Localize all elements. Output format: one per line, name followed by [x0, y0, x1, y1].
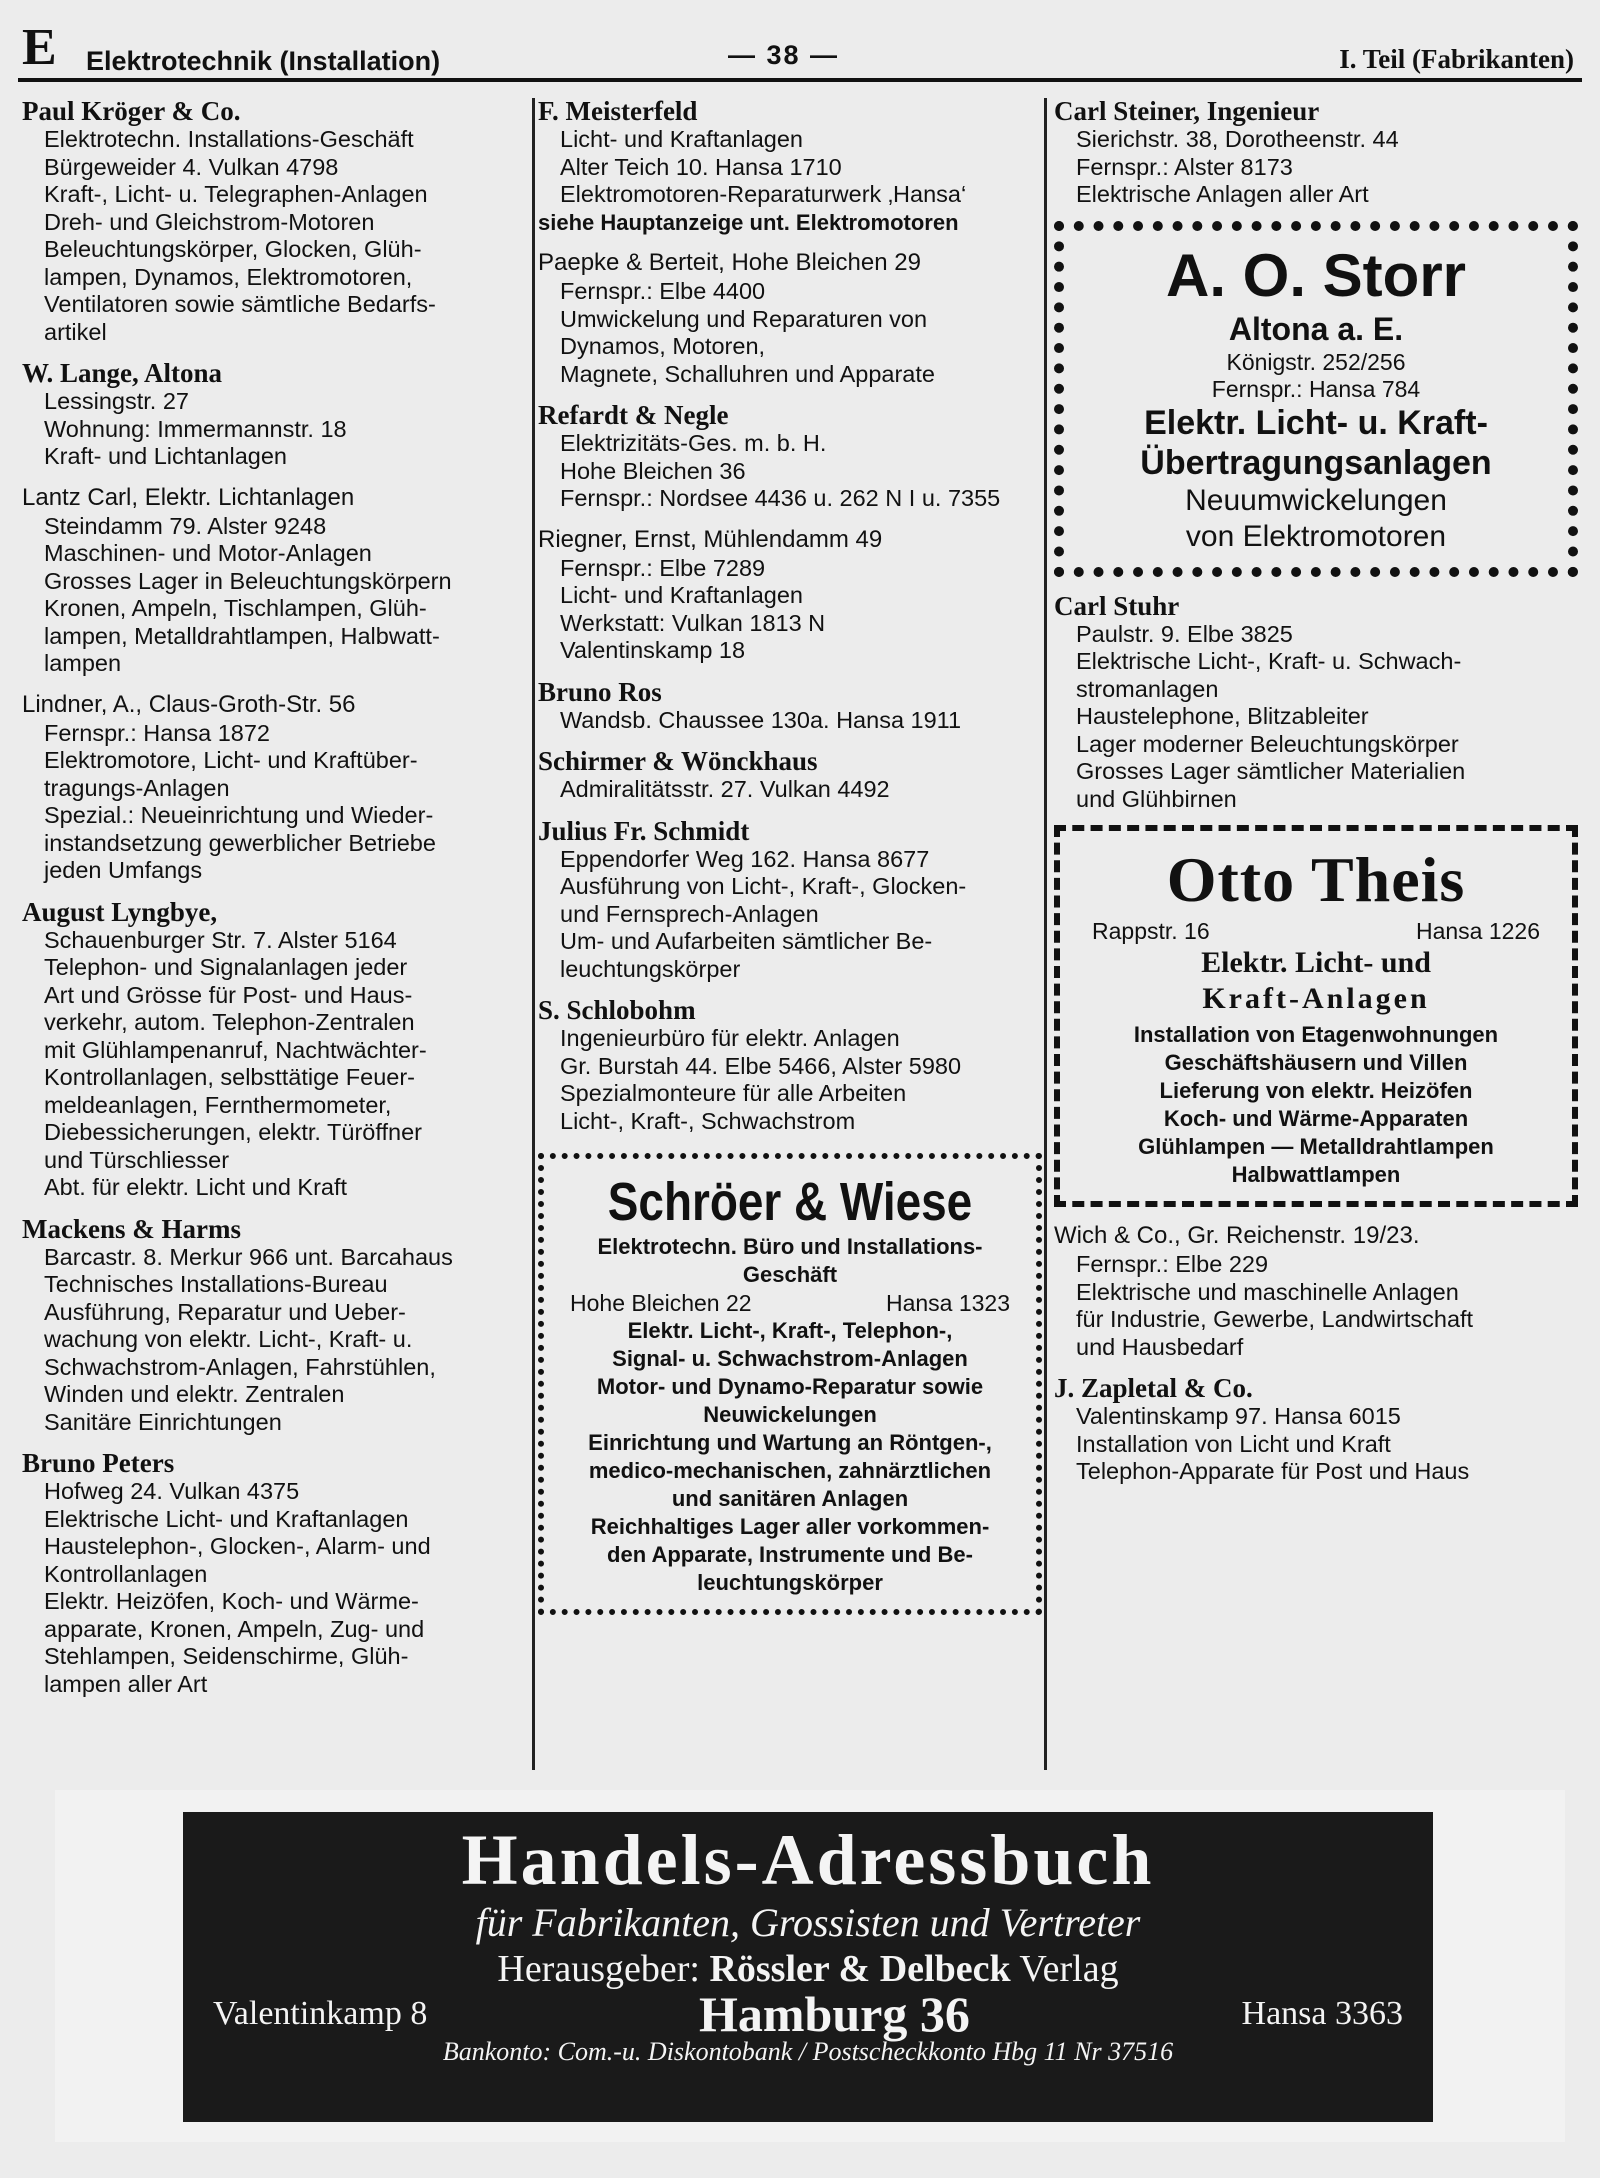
entry-line: apparate, Kronen, Ampeln, Zug- und — [44, 1615, 425, 1642]
entry-line: Bürgeweider 4. Vulkan 4798 — [44, 153, 339, 180]
banner-panel — [183, 1812, 1433, 2122]
entry-line: Kontrollanlagen — [44, 1560, 208, 1587]
entry-name: F. Meisterfeld — [538, 96, 698, 126]
entry-line: Installation von Licht und Kraft — [1076, 1430, 1391, 1457]
entry-name: Lantz Carl, Elektr. Lichtanlagen — [22, 483, 355, 511]
advertisement-otto-theis — [1054, 825, 1578, 1207]
entry-line: Elektrische Licht-, Kraft- u. Schwach- — [1076, 648, 1462, 674]
column-2 — [538, 96, 1042, 1629]
entry-line: Kraft-, Licht- u. Telegraphen-Anlagen — [44, 181, 428, 207]
ad-line: Einrichtung und Wartung an Röntgen-, — [588, 1430, 992, 1455]
entry-line: Barcastr. 8. Merkur 966 unt. Barcahaus — [44, 1243, 453, 1270]
ad-line: Geschäftshäusern und Villen — [1164, 1050, 1468, 1075]
ad-line: Signal- u. Schwachstrom-Anlagen — [612, 1346, 968, 1371]
entry-name: Carl Steiner, Ingenieur — [1054, 96, 1320, 126]
directory-entry — [538, 746, 1042, 804]
directory-entry — [538, 677, 1042, 735]
entry-line: Steindamm 79. Alster 9248 — [44, 512, 327, 539]
entry-line: Fernspr.: Hansa 1872 — [44, 719, 270, 746]
banner-subtitle: für Fabrikanten, Grossisten und Vertreter — [475, 1900, 1141, 1945]
directory-entry — [1054, 591, 1578, 814]
banner-title: Handels-Adressbuch — [461, 1820, 1155, 1900]
entry-line: Grosses Lager in Beleuchtungskörpern — [44, 567, 452, 594]
entry-line: Ventilatoren sowie sämtliche Bedarfs- — [44, 291, 436, 317]
entry-lines — [1054, 126, 1578, 209]
entry-line: Ingenieurbüro für elektr. Anlagen — [560, 1025, 900, 1051]
entry-line: Sierichstr. 38, Dorotheenstr. 44 — [1076, 126, 1399, 152]
entry-line: Winden und elektr. Zentralen — [44, 1381, 345, 1407]
ad-line: Kraft-Anlagen — [1202, 982, 1430, 1015]
ad-address: Königstr. 252/256 — [1226, 348, 1406, 375]
entry-line: Wohnung: Immermannstr. 18 — [44, 415, 347, 442]
banner-bank: Bankonto: Com.-u. Diskontobank / Postscheckkonto Hbg 11 Nr 37516 — [442, 2037, 1174, 2066]
part-title: I. Teil (Fabrikanten) — [1339, 44, 1574, 74]
ad-line: Elektr. Licht-, Kraft-, Telephon-, — [627, 1318, 953, 1343]
entry-line: Elektrische Anlagen aller Art — [1076, 181, 1369, 207]
ad-line: leuchtungskörper — [697, 1570, 883, 1595]
entry-line: und Hausbedarf — [1076, 1333, 1244, 1360]
entry-line: und Fernsprech-Anlagen — [560, 900, 819, 927]
entry-line: jeden Umfangs — [44, 857, 203, 883]
entry-line: Fernspr.: Elbe 7289 — [560, 554, 766, 581]
entry-line: Elektrotechn. Installations-Geschäft — [44, 126, 414, 152]
entry-line: Art und Grösse für Post- und Haus- — [44, 981, 413, 1008]
entry-line: Paulstr. 9. Elbe 3825 — [1076, 620, 1293, 647]
directory-entry — [538, 248, 1042, 388]
entry-line: leuchtungskörper — [560, 955, 741, 982]
directory-entry — [538, 400, 1042, 513]
entry-line: Fernspr.: Alster 8173 — [1076, 153, 1293, 180]
entry-name: J. Zapletal & Co. — [1054, 1373, 1253, 1403]
entry-line: Telephon- und Signalanlagen jeder — [44, 954, 408, 980]
ad-address: Hohe Bleichen 22 — [570, 1290, 752, 1316]
ad-city: Altona a. E. — [1228, 310, 1404, 347]
ad-line: den Apparate, Instrumente und Be- — [607, 1542, 973, 1567]
entry-line: Elektrische und maschinelle Anlagen — [1076, 1278, 1459, 1305]
entry-line: Kronen, Ampeln, Tischlampen, Glüh- — [44, 595, 427, 621]
entry-name: Bruno Peters — [22, 1448, 175, 1478]
ad-line: Motor- und Dynamo-Reparatur sowie — [596, 1374, 984, 1399]
directory-entry — [538, 816, 1042, 984]
entry-line: Maschinen- und Motor-Anlagen — [44, 540, 372, 566]
entry-line: Kraft- und Lichtanlagen — [44, 443, 287, 469]
ad-address: Rappstr. 16 — [1092, 918, 1210, 944]
entry-line: Kontrollanlagen, selbsttätige Feuer- — [44, 1064, 415, 1090]
entry-name: Mackens & Harms — [22, 1213, 241, 1244]
ad-company-name: Otto Theis — [1166, 844, 1466, 915]
entry-line: Umwickelung und Reparaturen von — [560, 305, 928, 332]
entry-line: Stehlampen, Seidenschirme, Glüh- — [44, 1643, 409, 1669]
directory-entry — [22, 1448, 534, 1698]
ad-line: Neuumwickelungen — [1185, 483, 1447, 517]
ad-line: Elektrotechn. Büro und Installations- — [597, 1234, 983, 1259]
ad-line: Glühlampen — Metalldrahtlampen — [1138, 1134, 1494, 1159]
entry-line: instandsetzung gewerblicher Betriebe — [44, 829, 436, 856]
publisher-name: Rössler & Delbeck — [709, 1948, 1011, 1990]
entry-line: Elektrische Licht- und Kraftanlagen — [44, 1505, 409, 1532]
entry-line: Fernspr.: Nordsee 4436 u. 262 N I u. 7355 — [560, 485, 1001, 511]
entry-line: Diebessicherungen, elektr. Türöffner — [44, 1119, 422, 1145]
directory-entry — [538, 96, 1042, 236]
entry-line: Licht- und Kraftanlagen — [560, 126, 803, 152]
banner-phone: Hansa 3363 — [1241, 1995, 1403, 2032]
entry-list — [538, 96, 1042, 1135]
entry-name: Bruno Ros — [538, 676, 662, 707]
directory-entry — [22, 96, 534, 346]
directory-entry — [1054, 1373, 1578, 1486]
ad-contact-row — [1078, 917, 1554, 945]
advertisement-schroeer-wiese — [538, 1153, 1042, 1615]
entry-name: Carl Stuhr — [1054, 590, 1180, 621]
ad-line: Neuwickelungen — [703, 1402, 877, 1427]
entry-line: lampen, Dynamos, Elektromotoren, — [44, 263, 413, 290]
entry-line: und Glühbirnen — [1076, 785, 1237, 812]
ad-contact-row — [562, 1289, 1018, 1317]
ad-company-name: Schröer & Wiese — [607, 1172, 973, 1232]
entry-line: meldeanlagen, Fernthermometer, — [44, 1091, 392, 1118]
entry-note: siehe Hauptanzeige unt. Elektromotoren — [538, 209, 959, 235]
entry-name: Julius Fr. Schmidt — [538, 815, 750, 846]
directory-entry — [538, 995, 1042, 1135]
directory-entry — [538, 525, 1042, 665]
entry-name: Paul Kröger & Co. — [22, 96, 241, 126]
entry-name: Lindner, A., Claus-Groth-Str. 56 — [22, 690, 356, 718]
entry-line: Elektrizitäts-Ges. m. b. H. — [560, 430, 827, 456]
publisher-suffix: Verlag — [1019, 1948, 1119, 1990]
entry-name: Riegner, Ernst, Mühlendamm 49 — [538, 525, 883, 553]
directory-entry — [22, 1214, 534, 1437]
entry-line: Beleuchtungskörper, Glocken, Glüh- — [44, 236, 422, 262]
entry-line: Ausführung von Licht-, Kraft-, Glocken- — [560, 873, 967, 899]
entry-name: August Lyngbye, — [22, 896, 218, 927]
ad-line: Installation von Etagenwohnungen — [1133, 1022, 1499, 1047]
entry-line: Eppendorfer Weg 162. Hansa 8677 — [560, 845, 930, 872]
entry-list — [1054, 1221, 1578, 1486]
banner-city: Hamburg 36 — [699, 1986, 970, 2042]
advertisement-storr — [1054, 221, 1578, 577]
entry-name: Schirmer & Wönckhaus — [538, 746, 818, 776]
entry-line: Hofweg 24. Vulkan 4375 — [44, 1478, 300, 1504]
entry-lines — [1054, 621, 1578, 814]
entry-line: Valentinskamp 97. Hansa 6015 — [1076, 1403, 1401, 1429]
entry-line: mit Glühlampenanruf, Nachtwächter- — [44, 1036, 427, 1063]
column-1 — [22, 96, 534, 1710]
ad-line: Lieferung von elektr. Heizöfen — [1159, 1078, 1473, 1103]
entry-line: Ausführung, Reparatur und Ueber- — [44, 1298, 406, 1325]
entry-line: Fernspr.: Elbe 229 — [1076, 1251, 1269, 1277]
entry-line: lampen aller Art — [44, 1670, 208, 1697]
entry-line: Abt. für elektr. Licht und Kraft — [44, 1174, 348, 1200]
ad-line: Reichhaltiges Lager aller vorkommen- — [590, 1514, 990, 1539]
entry-line: Grosses Lager sämtlicher Materialien — [1076, 758, 1466, 784]
section-title: Elektrotechnik (Installation) — [86, 46, 441, 76]
ad-line: Geschäft — [742, 1262, 838, 1287]
entry-list — [22, 96, 534, 1698]
ad-company-name: A. O. Storr — [1165, 241, 1467, 309]
directory-entry — [22, 483, 534, 678]
entry-line: lampen, Metalldrahtlampen, Halbwatt- — [44, 622, 440, 649]
entry-line: Haustelephon-, Glocken-, Alarm- und — [44, 1533, 431, 1559]
entry-line: Admiralitätsstr. 27. Vulkan 4492 — [560, 776, 890, 802]
entry-line: für Industrie, Gewerbe, Landwirtschaft — [1076, 1306, 1474, 1332]
page-number: — 38 — — [728, 40, 840, 70]
entry-line: Gr. Burstah 44. Elbe 5466, Alster 5980 — [560, 1052, 962, 1079]
entry-line: verkehr, autom. Telephon-Zentralen — [44, 1009, 415, 1035]
entry-line: Um- und Aufarbeiten sämtlicher Be- — [560, 928, 933, 954]
entry-line: Wandsb. Chaussee 130a. Hansa 1911 — [560, 706, 962, 733]
entry-line: Alter Teich 10. Hansa 1710 — [560, 153, 842, 180]
directory-entry — [1054, 96, 1578, 209]
entry-line: Licht-, Kraft-, Schwachstrom — [560, 1107, 856, 1134]
ad-line: Elektr. Licht- u. Kraft- — [1144, 403, 1488, 442]
entry-line: wachung von elektr. Licht-, Kraft- u. — [44, 1326, 413, 1352]
entry-line: Lager moderner Beleuchtungskörper — [1076, 730, 1459, 757]
ad-phone: Hansa 1226 — [1415, 918, 1540, 944]
entry-line: stromanlagen — [1076, 675, 1219, 702]
entry-line: Technisches Installations-Bureau — [44, 1271, 388, 1297]
entry-line: und Türschliesser — [44, 1146, 230, 1173]
ad-line: Koch- und Wärme-Apparaten — [1163, 1106, 1469, 1131]
directory-entry — [22, 690, 534, 885]
ad-lines — [1078, 1021, 1554, 1189]
entry-line: Valentinskamp 18 — [560, 637, 746, 663]
entry-line: Haustelephone, Blitzableiter — [1076, 703, 1369, 729]
entry-name: W. Lange, Altona — [22, 358, 223, 388]
ad-line: Halbwattlampen — [1231, 1162, 1401, 1187]
page-header — [18, 20, 1582, 82]
entry-line: Lessingstr. 27 — [44, 388, 190, 414]
entry-line: Elektromotore, Licht- und Kraftüber- — [44, 747, 418, 773]
directory-entry — [1054, 1221, 1578, 1361]
ad-phone: Hansa 1323 — [885, 1290, 1010, 1316]
column-3 — [1054, 96, 1578, 1498]
entry-line: Sanitäre Einrichtungen — [44, 1408, 282, 1435]
entry-line: Dreh- und Gleichstrom-Motoren — [44, 208, 375, 235]
entry-line: Dynamos, Motoren, — [560, 333, 766, 359]
entry-name: S. Schlobohm — [538, 995, 696, 1025]
ad-line: medico-mechanischen, zahnärztlichen — [588, 1458, 992, 1483]
ad-line: von Elektromotoren — [1185, 519, 1447, 553]
entry-name: Wich & Co., Gr. Reichenstr. 19/23. — [1054, 1222, 1420, 1249]
entry-line: Licht- und Kraftanlagen — [560, 582, 803, 608]
directory-entry — [22, 897, 534, 1202]
ad-line: Übertragungsanlagen — [1140, 443, 1492, 482]
entry-line: lampen — [44, 650, 122, 676]
directory-entry — [22, 358, 534, 471]
publisher-label: Herausgeber: — [497, 1948, 700, 1990]
publisher-banner — [55, 1790, 1565, 2142]
entry-line: Spezialmonteure für alle Arbeiten — [560, 1080, 907, 1106]
entry-name: Paepke & Berteit, Hohe Bleichen 29 — [538, 249, 921, 276]
entry-line: Werkstatt: Vulkan 1813 N — [560, 609, 826, 636]
entry-name: Refardt & Negle — [538, 400, 729, 430]
column-rule — [1044, 98, 1047, 1770]
banner-address: Valentinkamp 8 — [213, 1995, 428, 2032]
entry-line: Magnete, Schalluhren und Apparate — [560, 360, 935, 387]
ad-line: und sanitären Anlagen — [671, 1486, 909, 1511]
entry-line: Elektr. Heizöfen, Koch- und Wärme- — [44, 1588, 419, 1614]
section-letter: E — [22, 19, 57, 76]
entry-line: artikel — [44, 318, 107, 345]
banner-address-row — [183, 1986, 1433, 2042]
ad-line: Elektr. Licht- und — [1201, 946, 1431, 979]
entry-line: Hohe Bleichen 36 — [560, 457, 746, 484]
ad-lines — [562, 1317, 1018, 1597]
entry-line: Fernspr.: Elbe 4400 — [560, 278, 766, 304]
entry-line: Schauenburger Str. 7. Alster 5164 — [44, 926, 397, 953]
entry-line: Elektromotoren-Reparaturwerk ‚Hansa‘ — [560, 181, 967, 207]
entry-line: Spezial.: Neueinrichtung und Wieder- — [44, 802, 434, 828]
entry-line: Schwachstrom-Anlagen, Fahrstühlen, — [44, 1353, 436, 1380]
entry-line: tragungs-Anlagen — [44, 774, 230, 801]
entry-line: Telephon-Apparate für Post und Haus — [1076, 1458, 1470, 1484]
ad-phone: Fernspr.: Hansa 784 — [1211, 375, 1421, 402]
